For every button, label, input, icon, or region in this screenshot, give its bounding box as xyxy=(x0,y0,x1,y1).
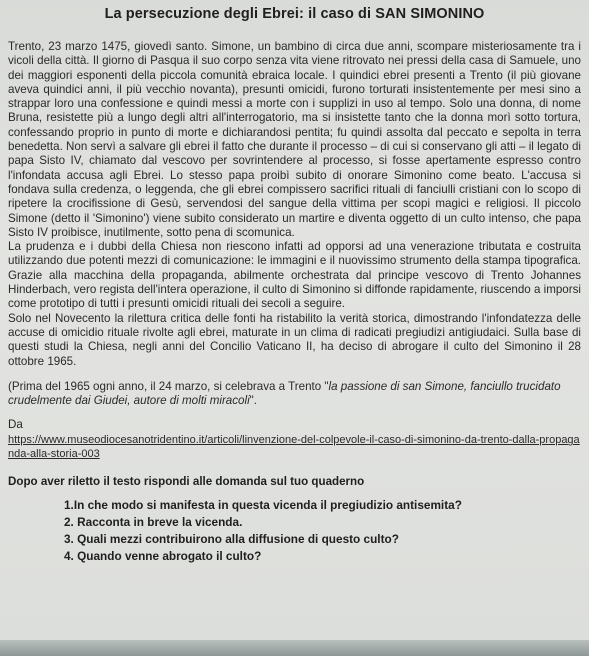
question-2: 2. Racconta in breve la vicenda. xyxy=(64,515,243,530)
paragraph-2: La prudenza e i dubbi della Chiesa non riescono infatti ad opporsi ad una venerazione tributata e costruita utilizzando due potenti mezzi di comunicazione: le immagini e il nuovissimo strumento della stampa tipografica. Grazie alla macchina della propaganda, abilmente orchestrata dal principe vescovo di Trento Johannes Hinderbach, vero regista dell'intera operazione, il culto di Simonino si diffonde rapidamente, riuscendo a imporsi come prototipo di tutti i presunti omicidi rituali dei secoli a seguire. xyxy=(8,240,581,311)
note-quote: la passione di san Simone, fanciullo trucidato crudelmente dai Giudei, autore di molti miracoli xyxy=(8,379,561,408)
article-body xyxy=(8,40,581,369)
question-3: 3. Quali mezzi contribuirono alla diffusione di questo culto? xyxy=(64,532,399,547)
source-label: Da xyxy=(8,418,23,432)
paragraph-1: Trento, 23 marzo 1475, giovedì santo. Simone, un bambino di circa due anni, scompare misteriosamente tra i vicoli della città. Il giorno di Pasqua il suo corpo senza vita viene ritrovato nei pressi della casa di Samuele, uno dei maggiori esponenti della piccola comunità ebraica locale. I quindici ebrei presenti a Trento (il più giovane aveva quindici anni, il più vecchio novanta), presunti omicidi, furono torturati insistentemente per mesi sino a strappar loro una confessione e quindi messi a morte con i supplizi in uso al tempo. Solo una donna, di nome Bruna, resistette più a lungo degli altri all'interrogatorio, ma si insistette tanto che la donna morì sotto tortura, confessando proprio in punto di morte e dichiarandosi pentita; fu quindi assolta dal peccato e sepolta in terra benedetta. Non servì a salvare gli ebrei il fatto che durante il processo – di cui si conservano gli atti – il legato di papa Sisto IV, chiamato dal vescovo per sovrintendere al processo, si fosse apertamente espresso contro l'infondata accusa agli Ebrei. Lo stesso papa proibì subito di onorare Simonino come beato. L'accusa si fondava sulla credenza, o leggenda, che gli ebrei compissero sacrifici rituali di fanciulli cristiani con lo scopo di ripetere la crocifissione di Gesù, servendosi del sangue della vittima per scopi magici e religiosi. Il piccolo Simone (detto il 'Simonino') viene subito considerato un martire e diventa oggetto di un culto intenso, che papa Sisto IV proibisce, inutilmente, sotto pena di scomunica. xyxy=(8,40,581,239)
note-suffix: ". xyxy=(249,394,257,408)
question-1: 1.In che modo si manifesta in questa vicenda il pregiudizio antisemita? xyxy=(64,498,462,513)
question-4: 4. Quando venne abrogato il culto? xyxy=(64,549,262,564)
note-prefix: (Prima del 1965 ogni anno, il 24 marzo, si celebrava a Trento " xyxy=(8,379,329,393)
question-list xyxy=(8,498,581,563)
source-link[interactable]: https://www.museodiocesanotridentino.it/articoli/linvenzione-del-colpevole-il-caso-di-simonino-da-trento-dalla-propaganda-alla-storia-003 xyxy=(8,434,580,461)
paragraph-3: Solo nel Novecento la rilettura critica delle fonti ha ristabilito la verità storica, dimostrando l'infondatezza delle accuse di omicidio rituale rivolte agli ebrei, maturate in un clima di radicati pregiudizi antigiudaici. Sulla base di questi studi la Chiesa, negli anni del Concilio Vaticano II, ha deciso di abrogare il culto del Simonino il 28 ottobre 1965. xyxy=(8,311,581,368)
instructions: Dopo aver riletto il testo rispondi alle domanda sul tuo quaderno xyxy=(8,475,365,489)
historical-note xyxy=(8,380,581,409)
screen-bottom-edge xyxy=(0,640,589,656)
page-title: La persecuzione degli Ebrei: il caso di SAN SIMONINO xyxy=(104,6,485,22)
